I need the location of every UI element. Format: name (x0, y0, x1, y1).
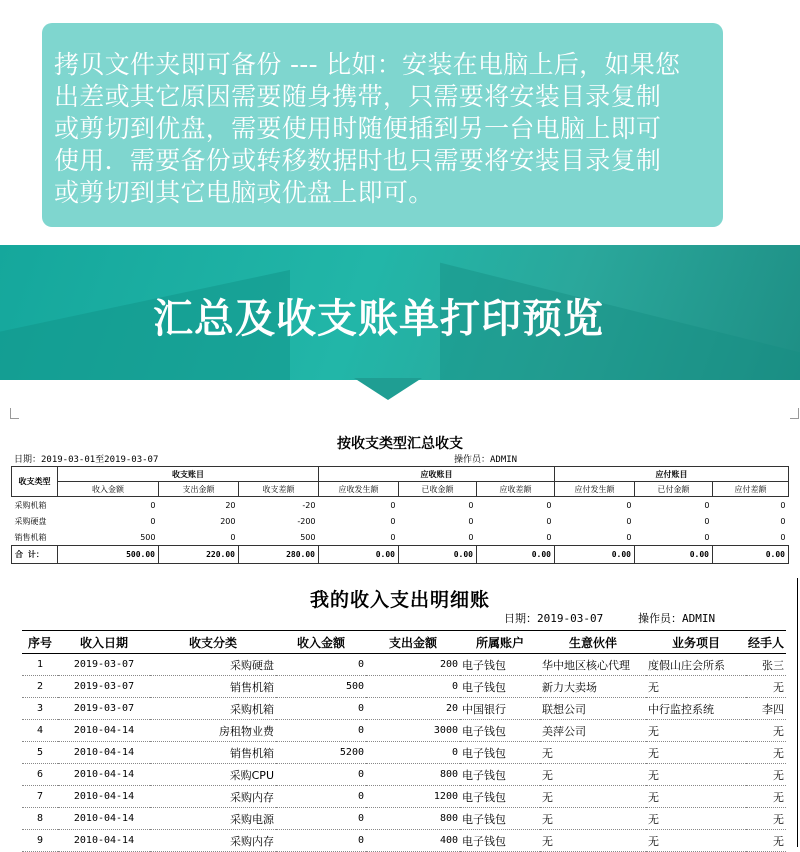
cell: 电子钱包 (460, 830, 540, 852)
banner-pointer (354, 378, 422, 400)
cell: 2010-04-14 (58, 742, 150, 764)
total-cell: 280.00 (239, 546, 319, 564)
cell: 0 (780, 516, 786, 526)
cell: -200 (297, 516, 316, 526)
cell: 采购机箱 (150, 698, 276, 720)
cell: 无 (646, 720, 746, 742)
banner-title: 汇总及收支账单打印预览 (153, 296, 604, 342)
cell: 无 (746, 830, 786, 852)
total-cell: 0.00 (319, 546, 399, 564)
cell: 3000 (366, 720, 460, 742)
cell: 0 (780, 532, 786, 542)
cell: 0 (546, 532, 552, 542)
table-row (12, 497, 789, 514)
cell: 联想公司 (540, 698, 646, 720)
detail-report-title: 我的收入支出明细账 (309, 589, 490, 611)
cell: -20 (302, 500, 316, 510)
cell: 无 (746, 720, 786, 742)
total-cell: 0.00 (713, 546, 789, 564)
cell: 新力大卖场 (540, 676, 646, 698)
column-header: 已收金额 (399, 482, 477, 497)
cell: 度假山庄会所系 (646, 654, 746, 676)
cell: 中行监控系统 (646, 698, 746, 720)
cell: 0 (626, 500, 632, 510)
cell: 无 (746, 764, 786, 786)
total-cell: 0.00 (635, 546, 713, 564)
total-cell: 0.00 (399, 546, 477, 564)
column-header-income: 收入金额 (276, 631, 366, 654)
cell: 0 (150, 500, 156, 510)
cell: 5 (22, 742, 58, 764)
column-header-expense: 支出金额 (366, 631, 460, 654)
cell: 无 (646, 808, 746, 830)
cell: 无 (746, 786, 786, 808)
table-row (22, 808, 786, 830)
cell: 0 (276, 654, 366, 676)
cell: 李四 (746, 698, 786, 720)
cell: 400 (366, 830, 460, 852)
group-header-receivable: 应收账目 (319, 467, 555, 482)
cell: 采购硬盘 (150, 654, 276, 676)
column-header-date: 收入日期 (58, 631, 150, 654)
cell: 9 (22, 830, 58, 852)
cell: 0 (366, 742, 460, 764)
page-edge-line (797, 578, 798, 847)
row-type: 销售机箱 (14, 532, 47, 542)
summary-date-range: 日期：2019-03-01至2019-03-07 (14, 455, 159, 465)
cell: 采购CPU (150, 764, 276, 786)
cell: 0 (276, 786, 366, 808)
cell: 0 (704, 532, 710, 542)
cell: 200 (366, 654, 460, 676)
cell: 中国银行 (460, 698, 540, 720)
column-header: 应付发生额 (555, 482, 635, 497)
cell: 无 (646, 764, 746, 786)
cell: 美萍公司 (540, 720, 646, 742)
column-header-category: 收支分类 (150, 631, 276, 654)
cell: 电子钱包 (460, 720, 540, 742)
group-header-balance: 收支账目 (58, 467, 319, 482)
cell: 房租物业费 (150, 720, 276, 742)
cell: 5200 (276, 742, 366, 764)
cell: 0 (546, 500, 552, 510)
column-header-handler: 经手人 (746, 631, 786, 654)
row-type: 采购硬盘 (14, 516, 47, 526)
cell: 2010-04-14 (58, 808, 150, 830)
total-label: 合 计： (12, 546, 58, 564)
cell: 2010-04-14 (58, 786, 150, 808)
cell: 0 (276, 808, 366, 830)
cell: 无 (746, 742, 786, 764)
cell: 0 (150, 516, 156, 526)
table-row (22, 764, 786, 786)
column-header: 收入金额 (58, 482, 159, 497)
cell: 4 (22, 720, 58, 742)
table-row (22, 676, 786, 698)
cell: 500 (276, 676, 366, 698)
cell: 采购电源 (150, 808, 276, 830)
cell: 0 (468, 516, 474, 526)
cell: 800 (366, 808, 460, 830)
cell: 500 (140, 532, 156, 542)
column-header-partner: 生意伙伴 (540, 631, 646, 654)
cell: 无 (646, 786, 746, 808)
column-header-type: 收支类型 (12, 467, 58, 497)
page-corner-mark (790, 408, 799, 419)
cell: 1 (22, 654, 58, 676)
cell: 电子钱包 (460, 764, 540, 786)
cell: 2010-04-14 (58, 764, 150, 786)
cell: 0 (276, 698, 366, 720)
column-header: 支出金额 (159, 482, 239, 497)
cell: 无 (646, 676, 746, 698)
table-row (22, 742, 786, 764)
cell: 0 (276, 830, 366, 852)
summary-report-title: 按收支类型汇总收支 (337, 436, 463, 452)
table-row (12, 513, 789, 529)
cell: 2010-04-14 (58, 830, 150, 852)
cell: 电子钱包 (460, 808, 540, 830)
cell: 1200 (366, 786, 460, 808)
cell: 无 (646, 830, 746, 852)
cell: 电子钱包 (460, 654, 540, 676)
column-header: 已付金额 (635, 482, 713, 497)
cell: 8 (22, 808, 58, 830)
detail-operator: 操作员：ADMIN (638, 612, 716, 625)
cell: 电子钱包 (460, 786, 540, 808)
cell: 0 (626, 516, 632, 526)
cell: 2 (22, 676, 58, 698)
cell: 华中地区核心代理 (540, 654, 646, 676)
cell: 0 (390, 532, 396, 542)
cell: 200 (220, 516, 236, 526)
total-row (12, 546, 789, 564)
page-corner-mark (10, 408, 19, 419)
cell: 销售机箱 (150, 676, 276, 698)
cell: 2019-03-07 (58, 654, 150, 676)
cell: 7 (22, 786, 58, 808)
cell: 无 (540, 764, 646, 786)
total-cell: 220.00 (159, 546, 239, 564)
total-cell: 0.00 (555, 546, 635, 564)
table-row (12, 529, 789, 546)
cell: 无 (540, 830, 646, 852)
cell: 电子钱包 (460, 742, 540, 764)
cell: 无 (540, 808, 646, 830)
tip-line: 拷贝文件夹即可备份 --- 比如：安装在电脑上后，如果您 (54, 50, 681, 79)
total-cell: 500.00 (58, 546, 159, 564)
cell: 电子钱包 (460, 676, 540, 698)
cell: 无 (646, 742, 746, 764)
cell: 0 (546, 516, 552, 526)
cell: 3 (22, 698, 58, 720)
cell: 2010-04-14 (58, 720, 150, 742)
cell: 2019-03-07 (58, 676, 150, 698)
column-header-project: 业务项目 (646, 631, 746, 654)
column-header-account: 所属账户 (460, 631, 540, 654)
tip-line: 出差或其它原因需要随身携带，只需要将安装目录复制 (54, 82, 662, 111)
cell: 采购内存 (150, 786, 276, 808)
tip-line: 或剪切到其它电脑或优盘上即可。 (54, 178, 434, 207)
cell: 0 (468, 532, 474, 542)
cell: 0 (704, 500, 710, 510)
table-row (22, 698, 786, 720)
cell: 0 (276, 764, 366, 786)
cell: 无 (540, 742, 646, 764)
column-header-index: 序号 (22, 631, 58, 654)
cell: 0 (276, 720, 366, 742)
column-header: 收支差额 (239, 482, 319, 497)
cell: 0 (366, 676, 460, 698)
column-header: 应收发生额 (319, 482, 399, 497)
detail-table (22, 630, 786, 852)
cell: 无 (746, 676, 786, 698)
group-header-payable: 应付账目 (555, 467, 789, 482)
cell: 0 (626, 532, 632, 542)
cell: 2019-03-07 (58, 698, 150, 720)
total-cell: 0.00 (477, 546, 555, 564)
cell: 800 (366, 764, 460, 786)
cell: 0 (704, 516, 710, 526)
cell: 20 (366, 698, 460, 720)
row-type: 采购机箱 (14, 500, 47, 510)
cell: 0 (390, 500, 396, 510)
cell: 无 (540, 786, 646, 808)
cell: 0 (780, 500, 786, 510)
tip-line: 或剪切到优盘，需要使用时随便插到另一台电脑上即可 (54, 114, 662, 143)
cell: 0 (230, 532, 236, 542)
summary-table (11, 466, 789, 564)
cell: 销售机箱 (150, 742, 276, 764)
detail-date: 日期：2019-03-07 (504, 612, 604, 625)
table-row (22, 830, 786, 852)
cell: 0 (390, 516, 396, 526)
tip-line: 使用．需要备份或转移数据时也只需要将安装目录复制 (54, 146, 662, 175)
cell: 无 (746, 808, 786, 830)
backup-tip-callout (42, 23, 723, 227)
column-header: 应收差额 (477, 482, 555, 497)
summary-operator: 操作员：ADMIN (454, 455, 518, 465)
cell: 采购内存 (150, 830, 276, 852)
cell: 20 (225, 500, 236, 510)
column-header: 应付差额 (713, 482, 789, 497)
cell: 6 (22, 764, 58, 786)
cell: 张三 (746, 654, 786, 676)
table-row (22, 654, 786, 676)
table-row (22, 786, 786, 808)
table-row (22, 720, 786, 742)
cell: 0 (468, 500, 474, 510)
cell: 500 (300, 532, 316, 542)
